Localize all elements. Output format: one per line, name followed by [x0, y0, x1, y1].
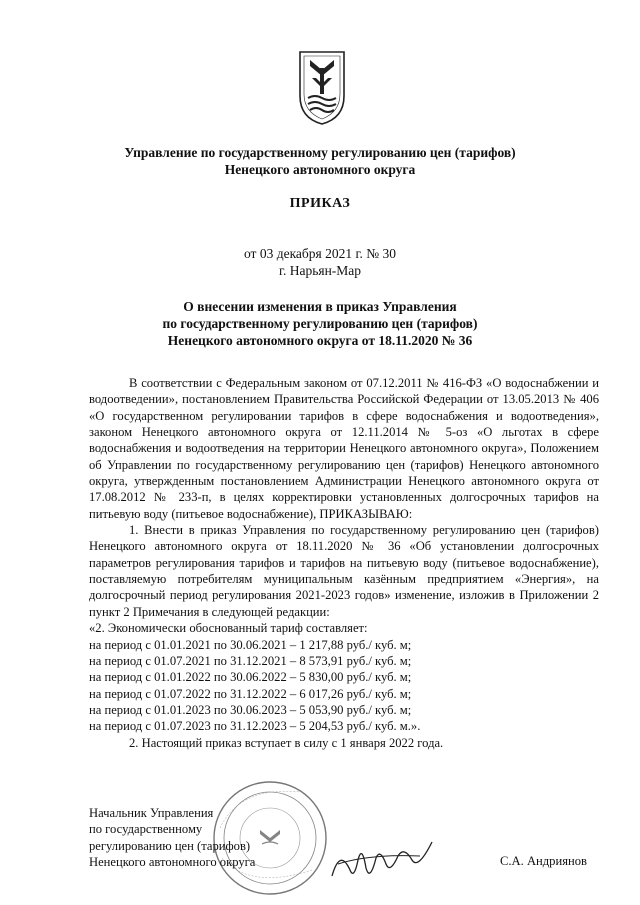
position-line: по государственному [89, 822, 203, 837]
header-line-1: Управление по государственному регулированию цен (тарифов) [124, 145, 516, 160]
document-title [0, 298, 640, 349]
header-line-2: Ненецкого автономного округа [224, 162, 416, 177]
place: г. Нарьян-Мар [278, 263, 362, 278]
tariff-line: на период с 01.07.2021 по 31.12.2021 – 8 573,91 руб./ куб. м; [89, 653, 412, 668]
quote-intro: «2. Экономически обоснованный тариф составляет: [89, 621, 368, 636]
coat-of-arms-emblem [298, 48, 346, 126]
position-line: регулированию цен (тарифов) [89, 838, 251, 853]
handwritten-signature [328, 830, 438, 890]
document-body [89, 375, 599, 751]
date-number: от 03 декабря 2021 г. № 30 [243, 246, 397, 261]
title-line-1: О внесении изменения в приказ Управления [183, 299, 457, 314]
position-line: Ненецкого автономного округа [89, 855, 256, 870]
date-and-place [0, 245, 640, 279]
title-line-3: Ненецкого автономного округа от 18.11.2020 № 36 [167, 333, 473, 348]
signatory-name: С.А. Андриянов [500, 854, 587, 868]
signatory-position [89, 805, 255, 870]
position-line: Начальник Управления [89, 806, 214, 820]
tariff-line: на период с 01.01.2022 по 30.06.2022 – 5 830,00 руб./ куб. м; [89, 670, 412, 685]
issuing-authority-header [0, 144, 640, 178]
tariff-line: на период с 01.01.2021 по 30.06.2021 – 1 217,88 руб./ куб. м; [89, 637, 412, 652]
item-2-paragraph: 2. Настоящий приказ вступает в силу с 1 января 2022 года. [129, 735, 444, 750]
tariff-line: на период с 01.07.2023 по 31.12.2023 – 5 204,53 руб./ куб. м.». [89, 719, 421, 734]
title-line-2: по государственному регулированию цен (тарифов) [162, 316, 478, 331]
item-1-paragraph: 1. Внести в приказ Управления по государственному регулированию цен (тарифов) Ненецкого автономного округа от 18.11.2020 № 36 «Об установлении долгосрочных параметров регулирования тарифов и тарифов на питьевую воду (питьевое водоснабжение), поставляемую потребителям муниципальным казённым предприятием «Энергия», на долгосрочный период регулирования 2021-2023 годов» изменение, изложив в Приложении 2 пункт 2 Примечания в следующей редакции: [89, 523, 599, 619]
document-type: ПРИКАЗ [289, 196, 351, 211]
preamble-paragraph: В соответствии с Федеральным законом от 07.12.2011 № 416-ФЗ «О водоснабжении и водоотведении», постановлением Правительства Российской Федерации от 13.05.2013 № 406 «О государственном регулировании тарифов в сфере водоснабжения и водоотведения», законом Ненецкого автономного округа от 12.11.2014 № 5-оз «О льготах в сфере водоснабжения и водоотведения на территории Ненецкого автономного округа», Положением об Управлении по государственному регулированию цен (тарифов) Ненецкого автономного округа, утвержденным постановлением Администрации Ненецкого автономного округа от 17.08.2012 № 233-п, в целях корректировки установленных долгосрочных тарифов на питьевую воду (питьевое водоснабжение), ПРИКАЗЫВАЮ: [89, 376, 599, 521]
tariff-line: на период с 01.01.2023 по 30.06.2023 – 5 053,90 руб./ куб. м; [89, 702, 412, 717]
tariff-line: на период с 01.07.2022 по 31.12.2022 – 6 017,26 руб./ куб. м; [89, 686, 412, 701]
